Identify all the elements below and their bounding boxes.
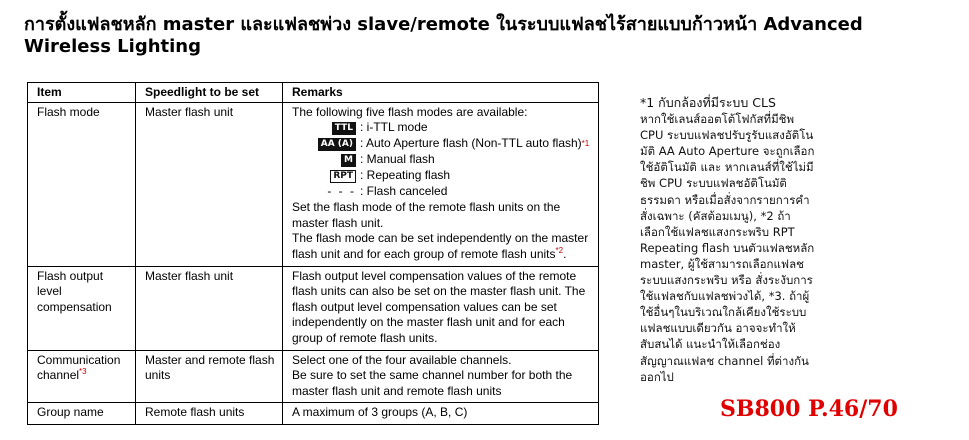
flash-mode-text2-block <box>292 231 593 262</box>
flash-mode-intro: The following five flash modes are available: <box>292 104 528 119</box>
flash-mode-text2-end: . <box>563 246 567 261</box>
flash-mode-text2: The flash mode can be set independently on the master flash unit and for each group of remote flash units <box>292 231 589 261</box>
mode-manual-label: : Manual flash <box>360 152 435 167</box>
table-row <box>28 102 599 266</box>
flash-comp-remarks: Flash output level compensation values of the remote flash units can also be set on the master flash unit. The flash output level compensation values can be set independently on the master flash unit and for each group of remote flash units. <box>283 266 599 350</box>
ttl-icon: TTL <box>332 122 356 135</box>
group-remarks: A maximum of 3 groups (A, B, C) <box>283 403 599 425</box>
mode-repeating <box>292 168 593 184</box>
channel-speedlight: Master and remote flash units <box>136 350 283 403</box>
mode-manual <box>292 152 593 168</box>
flash-mode-item: Flash mode <box>28 102 136 266</box>
flash-comp-item: Flash output level compensation <box>28 266 136 350</box>
side-note-body: หากใช้เลนส์ออตโต้โฟกัสที่มีชิพ CPU ระบบแฟลชปรับรูรับแสงอัติโนมัติ AA Auto Aperture จะถูกเลือกใช้อัติโนมัติ และ หากเลนส์ที่ใช้ไม่มีชิพ CPU ระบบแฟลชอัติโนมัติธรรมดา หรือเมื่อสั่งจากรายการคำสั่งเฉพาะ (คัสต้อมเมนู), *2 ถ้าเลือกใช้แฟลชแสงกระพริบ RPT Repeating flash บนตัวแฟลชหลัก master, ผู้ใช้สามารถเลือกแฟลชระบบแสงกระพริบ หรือ สั่งระงับการใช้แฟลชกับแฟลชพ่วงได้, *3. ถ้าผู้ใช้อื่นๆในบริเวณใกล้เคียงใช้ระบบแฟลชแบบเดียวกัน อาจจะทำให้สับสนได้ แนะนำให้เลือกช่องสัญญาณแฟลช channel ที่ต่างกันออกไป <box>640 112 815 384</box>
flash-settings-table <box>27 82 599 425</box>
page-reference: SB800 P.46/70 <box>720 396 898 422</box>
manual-icon: M <box>341 154 356 167</box>
header-speedlight: Speedlight to be set <box>136 83 283 103</box>
side-note <box>640 95 815 385</box>
mode-canceled-label: : Flash canceled <box>360 184 448 199</box>
table-row <box>28 266 599 350</box>
mode-canceled <box>292 184 593 200</box>
repeating-icon: RPT <box>330 170 356 183</box>
footnote-2-marker: *2 <box>555 245 564 255</box>
channel-item: Communication channel <box>37 352 121 383</box>
header-remarks: Remarks <box>283 83 599 103</box>
mode-aa: AA (A) : Auto Aperture flash (Non-TTL auto flash) *1 <box>292 136 593 152</box>
header-item: Item <box>28 83 136 103</box>
mode-repeating-label: : Repeating flash <box>360 168 451 183</box>
group-item: Group name <box>28 403 136 425</box>
footnote-3-marker: *3 <box>79 367 87 377</box>
flash-mode-speedlight: Master flash unit <box>136 102 283 266</box>
group-speedlight: Remote flash units <box>136 403 283 425</box>
channel-remarks <box>283 350 599 403</box>
channel-item-cell <box>28 350 136 403</box>
mode-ttl <box>292 120 593 136</box>
page-title: การตั้งแฟลชหลัก master และแฟลชพ่วง slave/remote ในระบบแฟลชไร้สายแบบก้าวหน้า Advanced Wireless Lighting <box>24 14 863 57</box>
flash-mode-remarks <box>283 102 599 266</box>
table-header-row <box>28 83 599 103</box>
auto-aperture-icon: AA (A) <box>318 138 356 151</box>
table-row <box>28 350 599 403</box>
channel-line2: Be sure to set the same channel number for both the master flash unit and remote flash units <box>292 368 573 398</box>
side-note-first: *1 กับกล้องที่มีระบบ CLS <box>640 95 776 110</box>
table-row <box>28 403 599 425</box>
channel-line1: Select one of the four available channels. <box>292 352 512 367</box>
mode-ttl-label: : i-TTL mode <box>360 120 428 135</box>
canceled-icon: - - - <box>327 184 356 199</box>
mode-aa-label: : Auto Aperture flash (Non-TTL auto flash) <box>360 136 582 151</box>
flash-mode-text1: Set the flash mode of the remote flash units on the master flash unit. <box>292 200 561 230</box>
flash-comp-speedlight: Master flash unit <box>136 266 283 350</box>
